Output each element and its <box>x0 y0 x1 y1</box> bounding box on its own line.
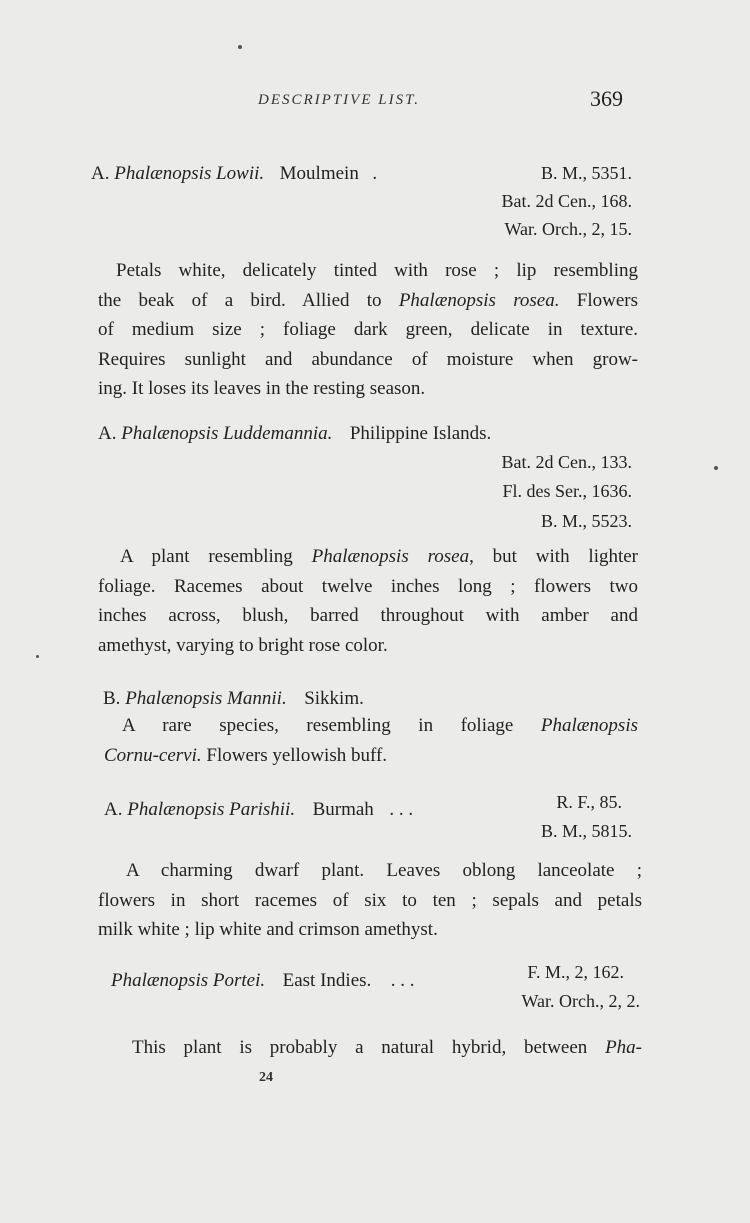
text-line: foliage. Racemes about twelve inches long ; flowers two <box>98 575 638 597</box>
locality: East Indies. <box>282 970 372 991</box>
locality: Sikkim. <box>304 688 364 709</box>
text-line: This plant is probably a natural hybrid, between Pha- <box>132 1037 642 1058</box>
dot-leader: . . . <box>390 970 415 991</box>
reference: B. M., 5815. <box>540 821 632 841</box>
speck-mark <box>36 655 39 658</box>
species-name: Phalænopsis Portei. <box>111 970 266 991</box>
text-line: A charming dwarf plant. Leaves oblong lanceolate ; <box>126 860 642 881</box>
text-line: inches across, blush, barred throughout with amber and <box>98 605 638 626</box>
reference: Bat. 2d Cen., 133. <box>501 452 632 472</box>
reference: R. F., 85. <box>556 792 622 812</box>
signature-mark: 24 <box>259 1070 273 1085</box>
locality: Burmah <box>312 799 374 820</box>
text-line: amethyst, varying to bright rose color. <box>98 634 388 656</box>
description-paragraph <box>98 542 638 660</box>
running-title: DESCRIPTIVE LIST. <box>258 92 421 108</box>
locality: Philippine Islands. <box>349 423 492 444</box>
species-name: Phalænopsis Mannii. <box>125 688 287 709</box>
reference: Bat. 2d Cen., 168. <box>501 191 632 211</box>
speck-mark <box>238 45 242 49</box>
entry-prefix: A. <box>91 163 110 184</box>
entry-prefix: A. <box>98 423 117 444</box>
dot-leader: . . . <box>389 799 414 820</box>
text-line: ing. It loses its leaves in the resting season. <box>98 378 426 399</box>
reference: Fl. des Ser., 1636. <box>502 481 632 501</box>
entry-heading <box>104 799 413 821</box>
reference: War. Orch., 2, 2. <box>521 991 640 1011</box>
text-line: Petals white, delicately tinted with rose ; lip resembling <box>116 260 638 281</box>
entry-heading <box>103 688 364 710</box>
entry-heading <box>91 163 377 185</box>
text-line: of medium size ; foliage dark green, delicate in texture. <box>98 319 638 340</box>
text-line: milk white ; lip white and crimson amethyst. <box>98 919 438 940</box>
reference: War. Orch., 2, 15. <box>504 219 632 239</box>
text-line: Requires sunlight and abundance of moisture when grow- <box>98 348 638 370</box>
locality: Moulmein <box>279 163 359 184</box>
entry-prefix: B. <box>103 688 121 709</box>
species-name: Phalænopsis Parishii. <box>127 799 296 820</box>
description-paragraph <box>98 256 638 404</box>
reference: B. M., 5351. <box>540 163 632 183</box>
dot-leader: . <box>372 163 378 184</box>
species-name: Phalænopsis Luddemannia. <box>121 423 333 444</box>
text-line: the beak of a bird. Allied to Phalænopsis rosea. Flowers <box>98 289 638 311</box>
text-line: Cornu-cervi. Flowers yellowish buff. <box>104 744 388 766</box>
page-number: 369 <box>590 86 623 111</box>
reference: F. M., 2, 162. <box>527 962 624 982</box>
entry-heading <box>111 970 415 992</box>
species-name: Phalænopsis Lowii. <box>114 163 265 184</box>
text-line: A plant resembling Phalænopsis rosea, but with lighter <box>120 546 639 567</box>
description-paragraph <box>98 711 638 770</box>
reference: B. M., 5523. <box>540 511 632 531</box>
description-paragraph <box>98 856 642 945</box>
text-line: A rare species, resembling in foliage Phalænopsis <box>122 715 638 736</box>
text-line: flowers in short racemes of six to ten ; sepals and petals <box>98 889 642 911</box>
entry-heading <box>98 423 491 445</box>
description-paragraph <box>132 1033 642 1063</box>
entry-prefix: A. <box>104 799 123 820</box>
speck-mark <box>714 466 718 470</box>
